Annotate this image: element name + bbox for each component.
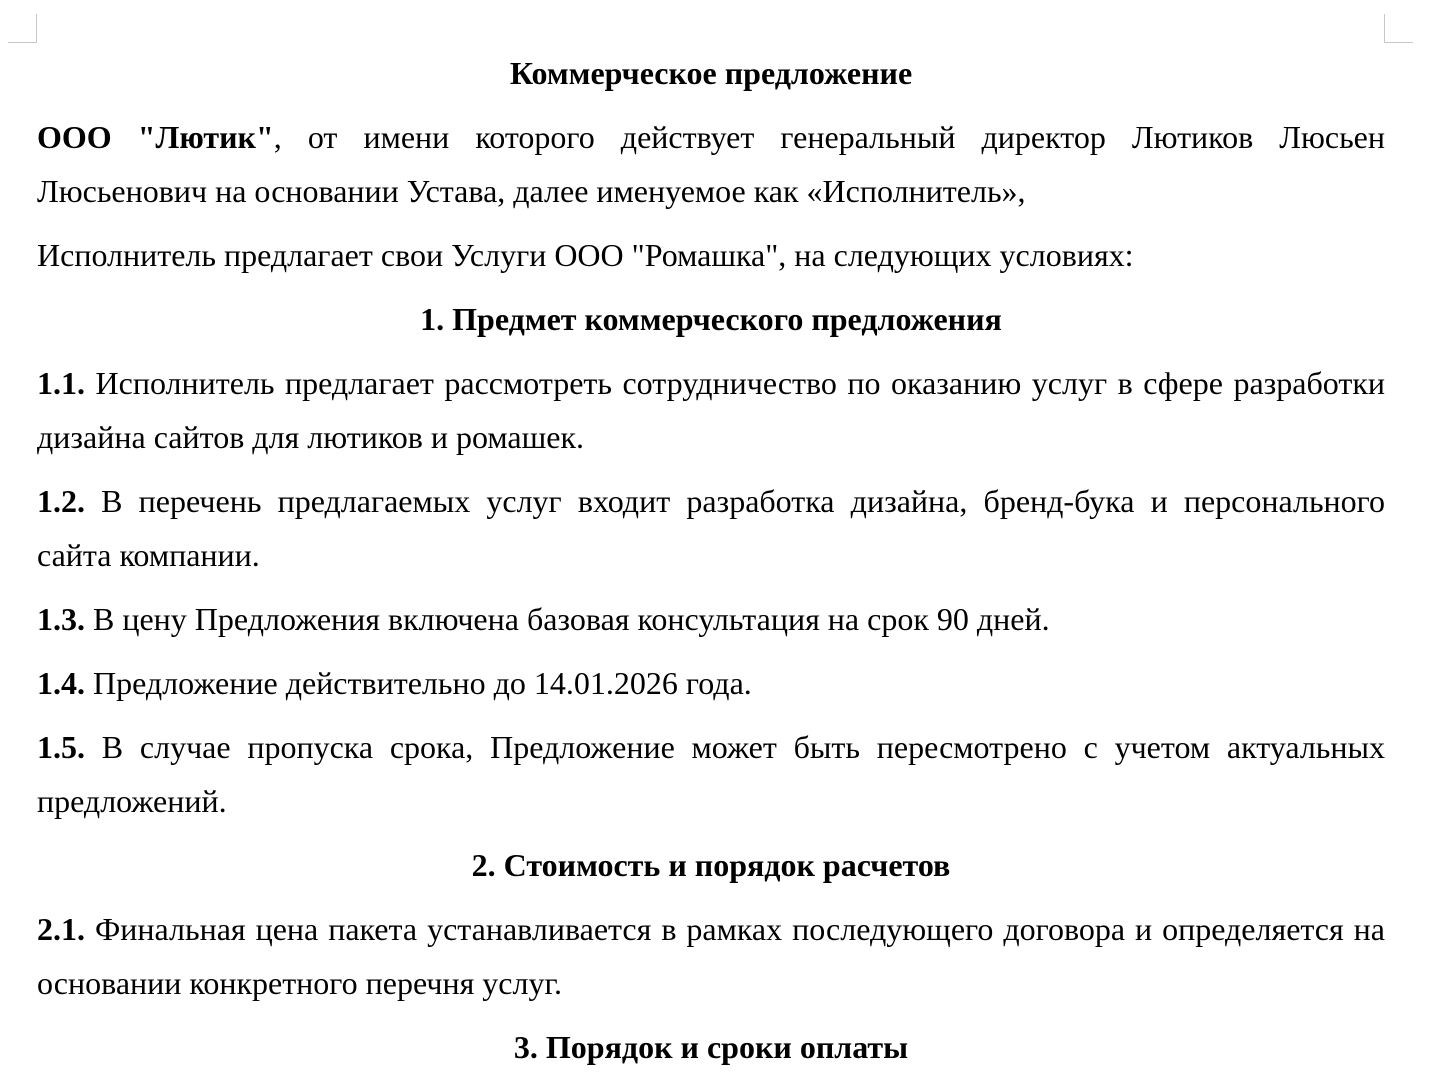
- section-heading: 2. Стоимость и порядок расчетов: [471, 847, 951, 883]
- clause-paragraph: [37, 656, 1385, 710]
- clause-paragraph: [37, 356, 1385, 464]
- document-body[interactable]: [37, 46, 1385, 1084]
- intro-company: ООО "Лютик": [37, 119, 274, 155]
- offer-line: Исполнитель предлагает свои Услуги ООО "Ромашка", на следующих условиях:: [37, 237, 1134, 273]
- clause-text: В цену Предложения включена базовая консультация на срок 90 дней.: [93, 601, 1050, 637]
- section-heading: 3. Порядок и сроки оплаты: [513, 1029, 909, 1065]
- intro-paragraph: [37, 110, 1385, 218]
- page-margin-corner-top-left: [8, 14, 37, 43]
- clause-number: 1.2.: [37, 483, 85, 519]
- clause-text: В случае пропуска срока, Предложение может быть пересмотрено с учетом актуальных предложений.: [37, 729, 1386, 819]
- clause-number: 1.3.: [37, 601, 85, 637]
- section-heading: 1. Предмет коммерческого предложения: [420, 301, 1002, 337]
- clause-paragraph: [37, 902, 1385, 1010]
- clause-text: В перечень предлагаемых услуг входит разработка дизайна, бренд-бука и персонального сайта компании.: [37, 483, 1386, 573]
- clause-text: Исполнитель предлагает рассмотреть сотрудничество по оказанию услуг в сфере разработки дизайна сайтов для лютиков и ромашек.: [37, 365, 1386, 455]
- clause-text: Предложение действительно до 14.01.2026 года.: [93, 665, 752, 701]
- clause-paragraph: [37, 592, 1385, 646]
- intro-text: , от имени которого действует генеральный директор Лютиков Люсьен Люсьенович на основании Устава, далее именуемое как «Исполнитель»,: [37, 119, 1386, 209]
- clause-number: 1.1.: [37, 365, 85, 401]
- page-margin-corner-top-right: [1384, 14, 1413, 43]
- document-title: Коммерческое предложение: [509, 55, 913, 91]
- clause-paragraph: [37, 474, 1385, 582]
- clause-number: 2.1.: [37, 911, 85, 947]
- clause-text: Финальная цена пакета устанавливается в рамках последующего договора и определяется на основании конкретного перечня услуг.: [37, 911, 1386, 1001]
- clause-number: 1.5.: [37, 729, 85, 765]
- clause-number: 1.4.: [37, 665, 85, 701]
- clause-paragraph: [37, 720, 1385, 828]
